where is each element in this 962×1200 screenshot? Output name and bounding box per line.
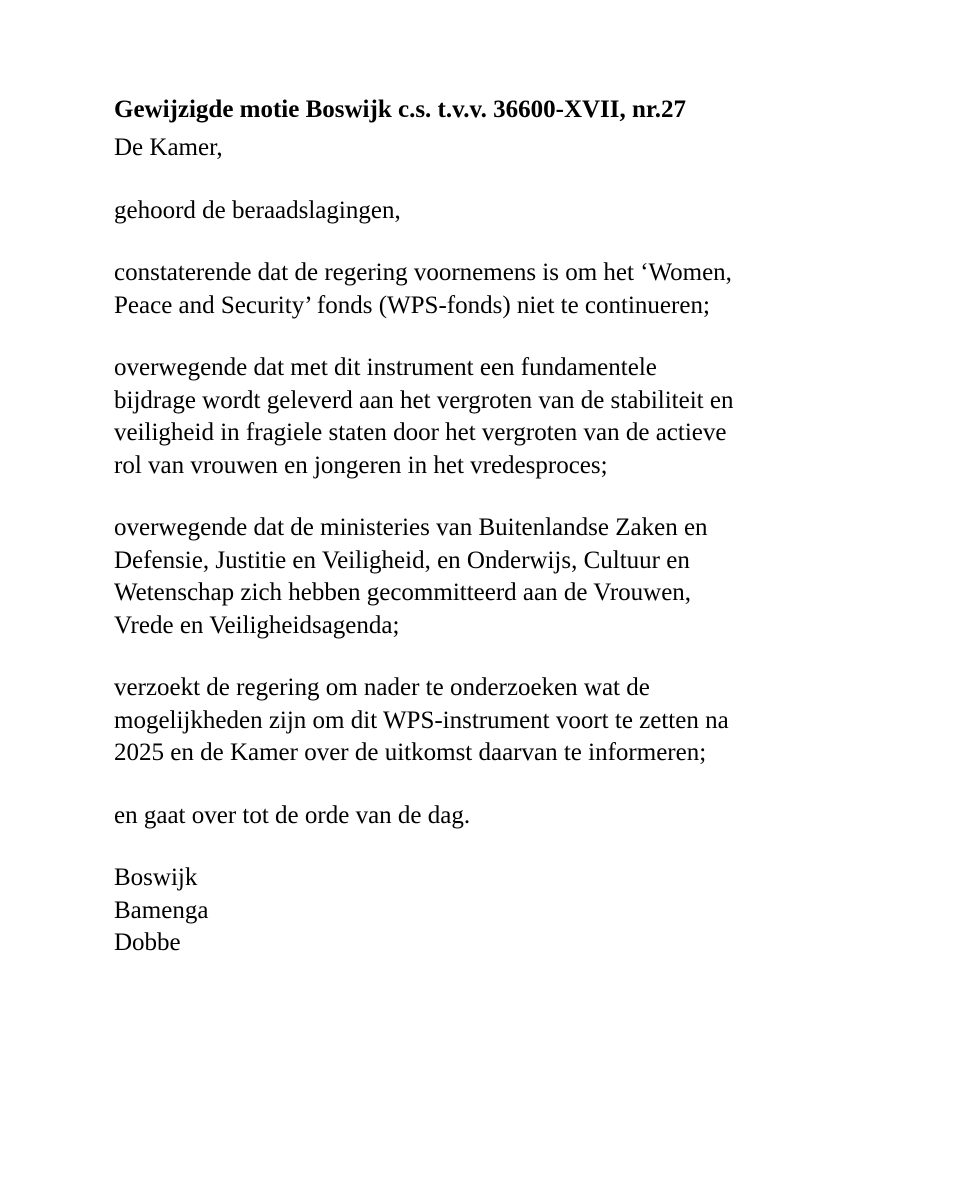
signatory-name: Bamenga: [114, 896, 209, 924]
paragraph-line: Vrede en Veiligheidsagenda;: [114, 611, 400, 639]
paragraph-line: overwegende dat met dit instrument een fundamentele: [114, 354, 657, 381]
paragraph-line: mogelijkheden zijn om dit WPS-instrument voort te zetten na: [114, 706, 729, 734]
paragraph-line: constaterende dat de regering voornemens is om het ‘Women,: [114, 259, 732, 286]
paragraph-line: 2025 en de Kamer over de uitkomst daarvan te informeren;: [114, 739, 707, 766]
paragraph-line: verzoekt de regering om nader te onderzoeken wat de: [114, 674, 650, 701]
document-body: [114, 132, 854, 960]
signatory-name: Dobbe: [114, 929, 181, 956]
salutation-text: De Kamer,: [114, 134, 223, 161]
paragraph-requests-government: [114, 672, 854, 770]
paragraph-line: overwegende dat de ministeries van Buitenlandse Zaken en: [114, 514, 708, 541]
paragraph-line: Peace and Security’ fonds (WPS-fonds) niet te continueren;: [114, 291, 710, 319]
paragraph-order-of-the-day: [114, 800, 854, 833]
signatories-list: [114, 862, 854, 960]
document-title: Gewijzigde motie Boswijk c.s. t.v.v. 36600-XVII, nr.27: [114, 96, 686, 123]
salutation: [114, 132, 854, 165]
paragraph-considering-instrument-contribution: [114, 352, 854, 482]
paragraph-line: bijdrage wordt geleverd aan het vergroten van de stabiliteit en: [114, 386, 734, 414]
signatory-name: Boswijk: [114, 864, 198, 891]
paragraph-line: gehoord de beraadslagingen,: [114, 196, 401, 224]
paragraph-line: veiligheid in fragiele staten door het vergroten van de actieve: [114, 419, 727, 446]
paragraph-heard-deliberations: [114, 195, 854, 228]
paragraph-line: Defensie, Justitie en Veiligheid, en Onderwijs, Cultuur en: [114, 546, 690, 574]
paragraph-considering-government-intent: [114, 257, 854, 322]
paragraph-line: rol van vrouwen en jongeren in het vredesproces;: [114, 451, 608, 479]
paragraph-line: en gaat over tot de orde van de dag.: [114, 801, 471, 829]
paragraph-considering-ministries-commitment: [114, 512, 854, 642]
paragraph-line: Wetenschap zich hebben gecommitteerd aan de Vrouwen,: [114, 579, 692, 606]
motion-document: [114, 88, 854, 960]
